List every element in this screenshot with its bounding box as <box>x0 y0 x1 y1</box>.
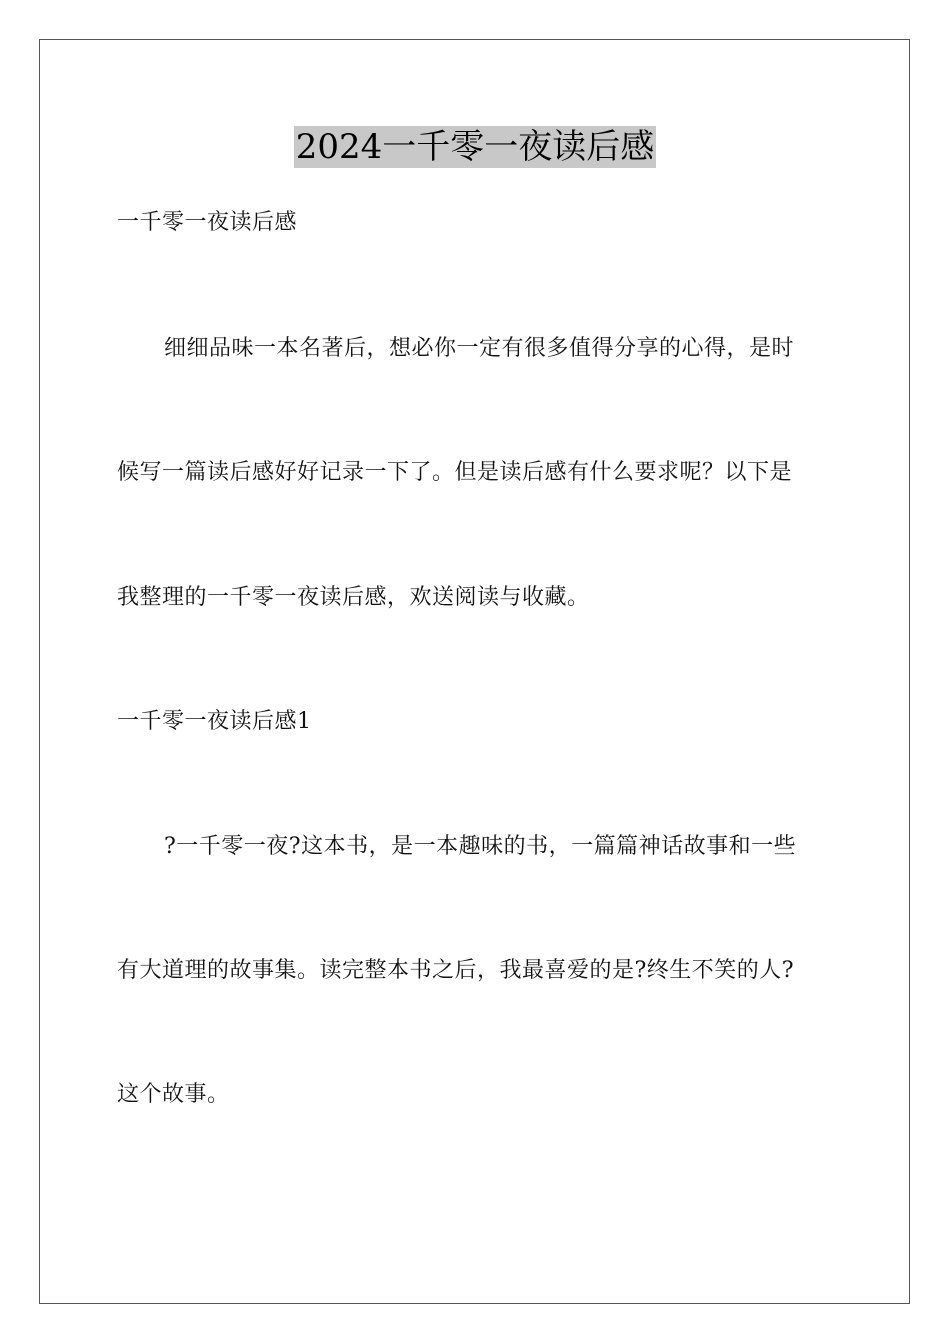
intro-line-1: 细细品味一本名著后，想必你一定有很多值得分享的心得，是时 <box>164 336 795 361</box>
body-line-1: ?一千零一夜?这本书，是一本趣味的书，一篇篇神话故事和一些 <box>164 834 797 859</box>
body-line-2: 有大道理的故事集。读完整本书之后，我最喜爱的是?终生不笑的人? <box>117 958 795 983</box>
section-heading: 一千零一夜读后感1 <box>117 709 312 734</box>
intro-line-3: 我整理的一千零一夜读后感，欢送阅读与收藏。 <box>117 585 590 610</box>
body-line-3: 这个故事。 <box>117 1082 230 1107</box>
document-title: 2024一千零一夜读后感 <box>295 127 655 167</box>
intro-line-2: 候写一篇读后感好好记录一下了。但是读后感有什么要求呢？以下是 <box>117 460 793 485</box>
document-subtitle: 一千零一夜读后感 <box>117 210 298 235</box>
title-container <box>0 126 950 168</box>
